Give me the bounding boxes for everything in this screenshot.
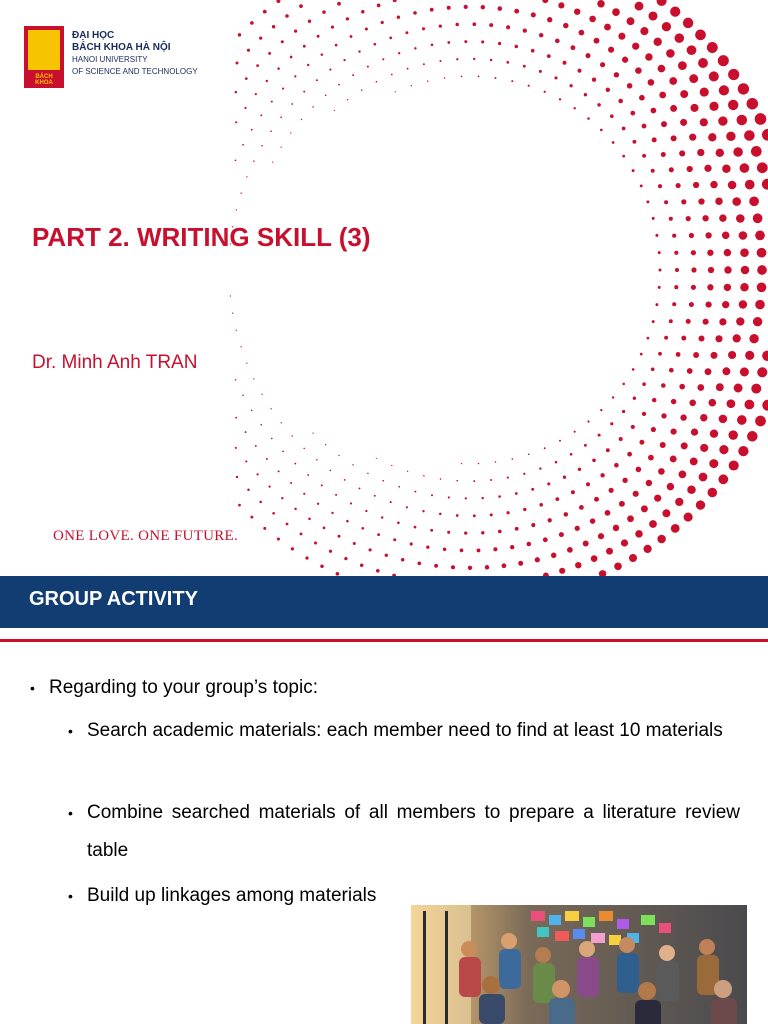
university-line-2: BÁCH KHOA HÀ NỘI [72,42,171,53]
university-line-1: ĐẠI HỌC [72,30,115,41]
university-logo: BÁCH KHOA [24,26,64,88]
motto: ONE LOVE. ONE FUTURE. [53,528,239,544]
main-bullet-text: Regarding to your group’s topic: [49,677,318,698]
group-activity-photo [411,905,747,1024]
sub-bullet-3: Build up linkages among materials [87,885,377,906]
section-banner [0,576,768,628]
slide-title: PART 2. WRITING SKILL (3) [32,222,371,252]
sub-bullet-2: Combine searched materials of all members to prepare a literature review table [87,802,740,861]
university-line-3: HANOI UNIVERSITY [72,55,148,64]
bullet-icon: • [68,723,73,739]
bullet-icon: • [30,680,35,696]
divider-line [0,639,768,642]
content-slide [0,576,768,1024]
author-name: Dr. Minh Anh TRAN [32,352,198,373]
university-name [72,30,198,78]
banner-title: GROUP ACTIVITY [29,588,198,610]
university-line-4: OF SCIENCE AND TECHNOLOGY [72,67,198,76]
bullet-icon: • [68,805,73,821]
bullet-icon: • [68,888,73,904]
sub-bullet-1: Search academic materials: each member need to find at least 10 materials [87,720,723,741]
